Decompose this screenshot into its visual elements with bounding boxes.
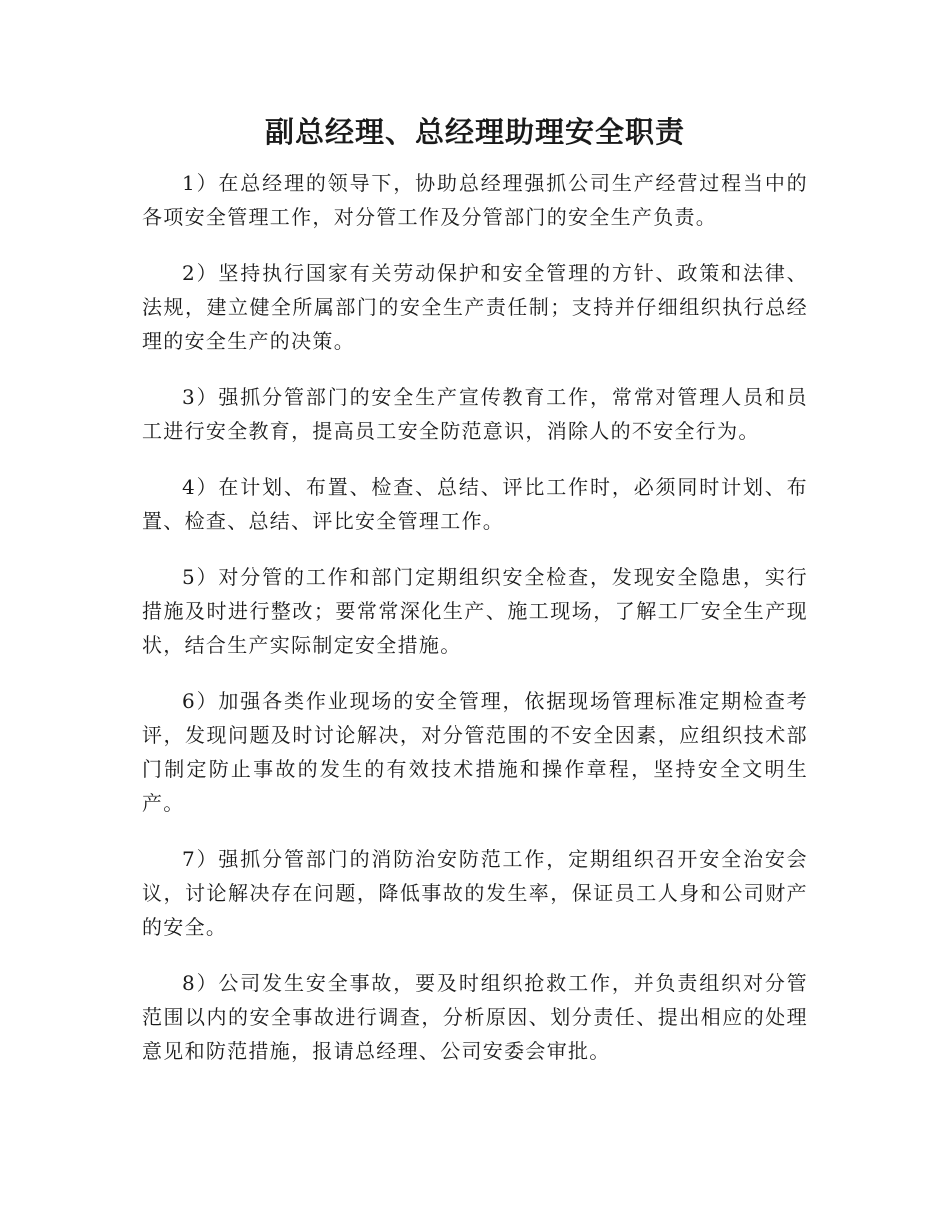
paragraph-7: 7）强抓分管部门的消防治安防范工作，定期组织召开安全治安会议，讨论解决存在问题，降低事故的发生率，保证员工人身和公司财产的安全。 (142, 847, 808, 939)
page-title: 副总经理、总经理助理安全职责 (264, 115, 685, 149)
paragraph-4: 4）在计划、布置、检查、总结、评比工作时，必须同时计划、布置、检查、总结、评比安全管理工作。 (142, 475, 808, 533)
paragraph-1: 1）在总经理的领导下，协助总经理强抓公司生产经营过程当中的各项安全管理工作，对分管工作及分管部门的安全生产负责。 (142, 171, 808, 229)
paragraph-3: 3）强抓分管部门的安全生产宣传教育工作，常常对管理人员和员工进行安全教育，提高员工安全防范意识，消除人的不安全行为。 (142, 385, 808, 443)
paragraph-8: 8）公司发生安全事故，要及时组织抢救工作，并负责组织对分管范围以内的安全事故进行调查，分析原因、划分责任、提出相应的处理意见和防范措施，报请总经理、公司安委会审批。 (142, 971, 808, 1063)
paragraph-2: 2）坚持执行国家有关劳动保护和安全管理的方针、政策和法律、法规，建立健全所属部门的安全生产责任制；支持并仔细组织执行总经理的安全生产的决策。 (142, 261, 808, 353)
paragraph-5: 5）对分管的工作和部门定期组织安全检查，发现安全隐患，实行措施及时进行整改；要常常深化生产、施工现场，了解工厂安全生产现状，结合生产实际制定安全措施。 (142, 565, 808, 657)
document-body (142, 166, 808, 1090)
paragraph-6: 6）加强各类作业现场的安全管理，依据现场管理标准定期检查考评，发现问题及时讨论解决，对分管范围的不安全因素，应组织技术部门制定防止事故的发生的有效技术措施和操作章程，坚持安全文明生产。 (142, 689, 808, 815)
